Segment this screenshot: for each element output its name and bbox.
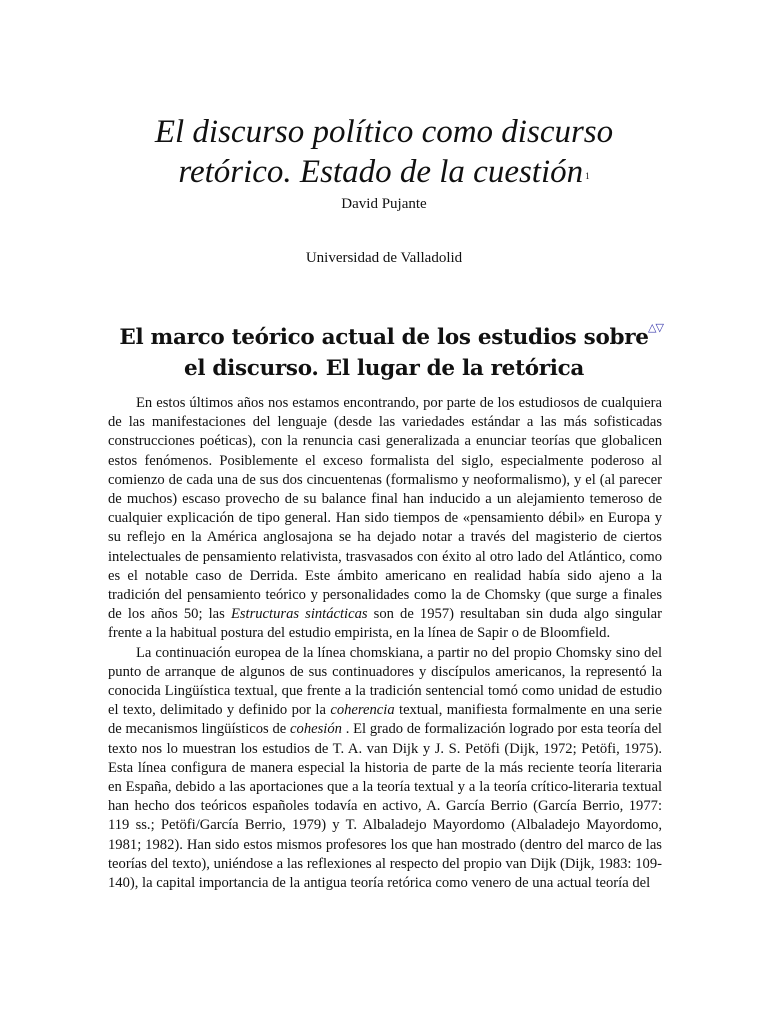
down-triangle-icon[interactable]: ▽ bbox=[655, 321, 663, 334]
text-run: son de 1957) resultaban sin duda algo singular frente a la habitual postura del estudio empirista, en la línea de Sapir o de Bloomfield. bbox=[108, 606, 662, 642]
document-title bbox=[100, 112, 668, 192]
paragraph bbox=[108, 644, 662, 894]
text-run: La continuación europea de la línea chomskiana, a partir no del propio Chomsky sino del punto de arranque de algunos de sus continuadores y discípulos americanos, la representó la conocida Lingüística textual, que frente a la tradición sentencial tomó como unidad de estudio el texto, delimitado y definido por la bbox=[108, 644, 662, 719]
paragraph bbox=[108, 394, 662, 644]
author-affiliation: Universidad de Valladolid bbox=[305, 250, 463, 266]
text-run: textual, manifiesta formalmente en una serie de mecanismos lingüísticos de bbox=[108, 702, 662, 738]
title-line-1: El discurso político como discurso bbox=[154, 114, 614, 150]
up-triangle-icon[interactable]: △ bbox=[648, 321, 656, 334]
section-heading bbox=[100, 322, 668, 384]
author-name: David Pujante bbox=[341, 196, 427, 212]
section-heading-line-2: el discurso. El lugar de la retórica bbox=[183, 356, 585, 381]
section-heading-line-1: El marco teórico actual de los estudios sobre bbox=[119, 325, 649, 350]
footnote-link[interactable]: 1 bbox=[585, 171, 590, 181]
text-run: En estos últimos años nos estamos encontrando, por parte de los estudiosos de cualquiera de las manifestaciones del lenguaje (desde las variedades estándar a las más sofisticadas construcciones poéticas), con la renuncia casi generalizada a enunciar teorías que globalicen estos fenómenos. Posiblemente el exceso formalista del siglo, especialmente poderoso al comienzo de cada una de sus dos cincuentenas (formalismo y neoformalismo), y el (al parecer de muchos) escaso provecho de su balance final han inducido a un alejamiento temeroso de cualquier explicación de tipo general. Han sido tiempos de «pensamiento débil» en Europa y su reflejo en la América anglosajona se ha dejado notar a través del magisterio de ciertos intelectuales de pensamiento relativista, trasvasados con éxito al otro lado del Atlántico, como es el notable caso de Derrida. Este ámbito americano en realidad había sido ajeno a la tradición del pensamiento teórico y personalidades como la de Chomsky (que surge a finales de los años 50; las bbox=[108, 395, 662, 623]
body-text bbox=[108, 394, 662, 893]
text-run: . El grado de formalización logrado por esta teoría del texto nos lo muestran los estudios de T. A. van Dijk y J. S. Petöfi (Dijk, 1972; Petöfi, 1975). Esta línea configura de manera especial la historia de parte de la más reciente teoría literaria en España, debido a las aportaciones que a la teoría textual y a la teoría crítico-literaria textual han hecho dos teóricos españoles todavía en activo, A. García Berrio (García Berrio, 1977: 119 ss.; Petöfi/García Berrio, 1979) y T. Albaladejo Mayordomo (Albaladejo Mayordomo, 1981; 1982). Han sido estos mismos profesores los que han mostrado (dentro del marco de las teorías del texto), uniéndose a las reflexiones al respecto del propio van Dijk (Dijk, 1983: 109-140), la capital importancia de la antigua teoría retórica como venero de una actual teoría del bbox=[108, 721, 662, 892]
italic-term: cohesión bbox=[290, 721, 342, 738]
section-nav bbox=[648, 321, 663, 334]
title-line-2: retórico. Estado de la cuestión bbox=[178, 154, 584, 190]
italic-term: coherencia bbox=[330, 702, 395, 719]
italic-title: Estructuras sintácticas bbox=[230, 606, 368, 623]
